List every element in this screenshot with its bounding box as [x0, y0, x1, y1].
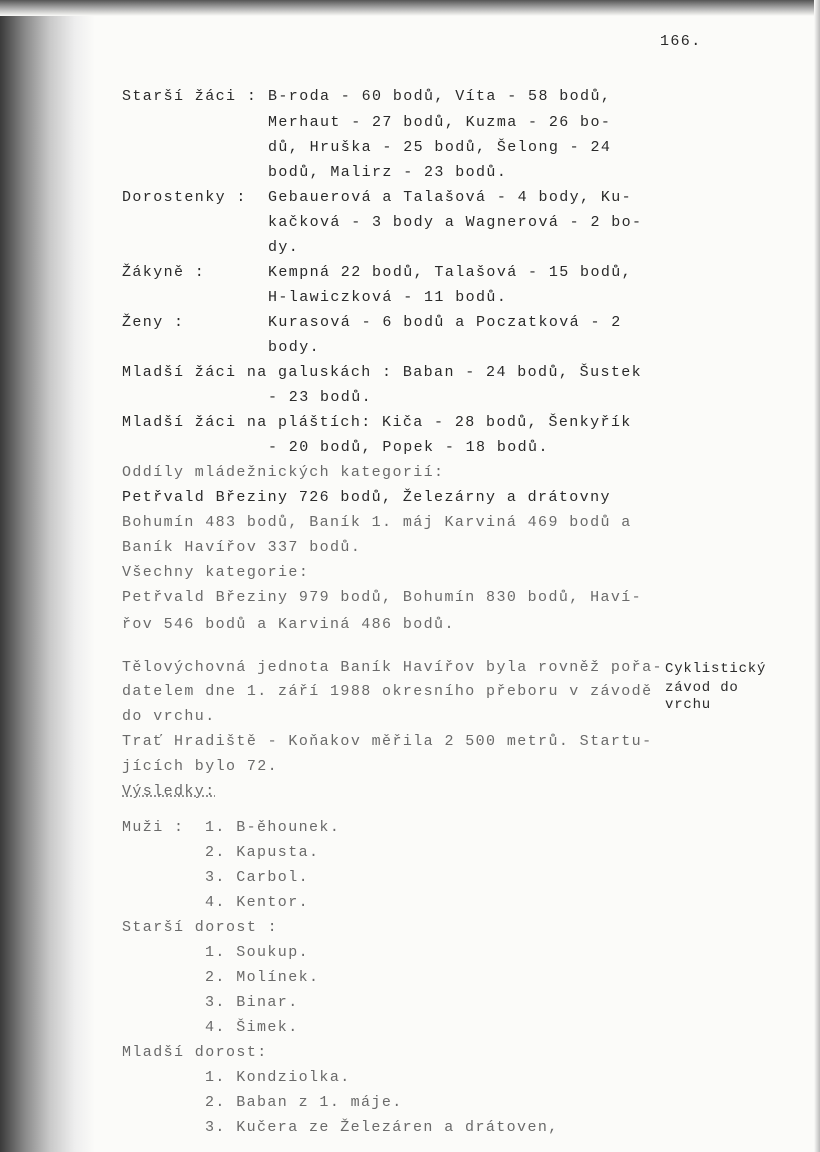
text-line: Mladší žáci na pláštích: Kiča - 28 bodů, Šenkyřík — [122, 414, 632, 431]
text-line: Petřvald Březiny 979 bodů, Bohumín 830 bodů, Haví- — [122, 589, 643, 606]
text-line: B-roda - 60 bodů, Víta - 58 bodů, — [268, 88, 612, 105]
text-line: dy. — [268, 239, 300, 256]
text-line: Bohumín 483 bodů, Baník 1. máj Karviná 469 bodů a — [122, 514, 632, 531]
category-label: Muži : — [122, 819, 185, 836]
category-label: Mladší dorost: — [122, 1044, 268, 1061]
result-item: 3. Kučera ze Železáren a drátoven, — [205, 1119, 559, 1136]
text-line: kačková - 3 body a Wagnerová - 2 bo- — [268, 214, 643, 231]
text-line: jících bylo 72. — [122, 758, 279, 775]
text-line: datelem dne 1. září 1988 okresního přeboru v závodě — [122, 683, 653, 700]
margin-note: Cyklistický — [665, 661, 767, 677]
text-line: - 20 bodů, Popek - 18 bodů. — [268, 439, 549, 456]
result-item: 3. Carbol. — [205, 869, 310, 886]
scan-left-shadow — [0, 0, 95, 1152]
text-line: Kurasová - 6 bodů a Poczatková - 2 — [268, 314, 622, 331]
category-label: Starší dorost : — [122, 919, 279, 936]
text-line: dů, Hruška - 25 bodů, Šelong - 24 — [268, 139, 612, 156]
text-line: řov 546 bodů a Karviná 486 bodů. — [122, 616, 455, 633]
margin-note: vrchu — [665, 697, 712, 713]
section-heading: Oddíly mládežnických kategorií: — [122, 464, 445, 481]
result-item: 4. Šimek. — [205, 1019, 299, 1036]
result-item: 3. Binar. — [205, 994, 299, 1011]
text-line: Petřvald Březiny 726 bodů, Železárny a drátovny — [122, 489, 611, 506]
category-label: Starší žáci : — [122, 88, 258, 105]
category-label: Dorostenky : — [122, 189, 247, 206]
text-line: Trať Hradiště - Koňakov měřila 2 500 metrů. Startu- — [122, 733, 653, 750]
text-line: Mladší žáci na galuskách : Baban - 24 bodů, Šustek — [122, 364, 643, 381]
page-number: 166. — [660, 33, 702, 50]
result-item: 1. Kondziolka. — [205, 1069, 351, 1086]
text-line: - 23 bodů. — [268, 389, 373, 406]
text-line: Baník Havířov 337 bodů. — [122, 539, 362, 556]
margin-note: závod do — [665, 680, 739, 696]
text-line: Kempná 22 bodů, Talašová - 15 bodů, — [268, 264, 633, 281]
text-line: Tělovýchovná jednota Baník Havířov byla rovněž pořa- — [122, 659, 663, 676]
result-item: 2. Kapusta. — [205, 844, 320, 861]
results-heading: Výsledky: — [122, 783, 216, 800]
result-item: 4. Kentor. — [205, 894, 310, 911]
category-label: Žákyně : — [122, 264, 206, 281]
text-line: Gebauerová a Talašová - 4 body, Ku- — [268, 189, 633, 206]
section-heading: Všechny kategorie: — [122, 564, 310, 581]
result-item: 1. Soukup. — [205, 944, 310, 961]
result-item: 2. Molínek. — [205, 969, 320, 986]
text-line: body. — [268, 339, 321, 356]
category-label: Ženy : — [122, 314, 185, 331]
scan-right-edge — [814, 0, 820, 1152]
text-line: H-lawiczková - 11 bodů. — [268, 289, 508, 306]
scan-top-edge — [0, 0, 820, 16]
result-item: 2. Baban z 1. máje. — [205, 1094, 403, 1111]
text-line: do vrchu. — [122, 708, 216, 725]
result-item: 1. B-ěhounek. — [205, 819, 341, 836]
text-line: Merhaut - 27 bodů, Kuzma - 26 bo- — [268, 114, 612, 131]
text-line: bodů, Malirz - 23 bodů. — [268, 164, 508, 181]
